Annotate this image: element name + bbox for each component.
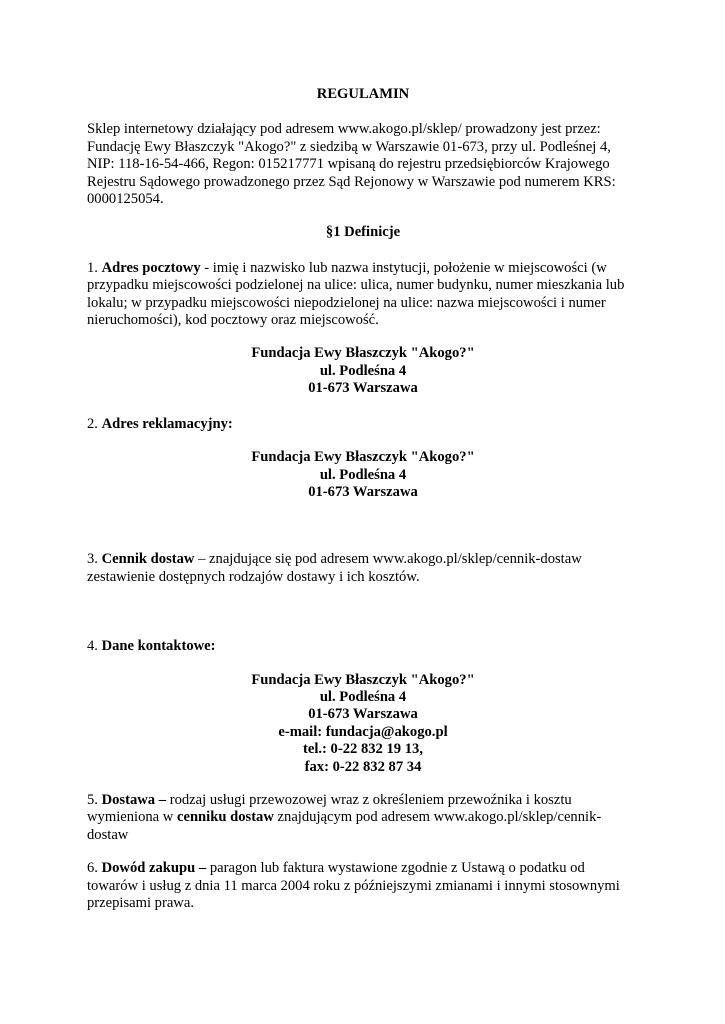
definition-number: 4.: [87, 638, 102, 655]
contact-city: 01-673 Warszawa: [308, 706, 418, 723]
definition-term: Dowód zakupu –: [101, 860, 207, 877]
contact-name: Fundacja Ewy Błaszczyk "Akogo?": [251, 671, 475, 688]
definition-number: 6.: [87, 860, 102, 877]
section-heading: §1 Definicje: [325, 224, 401, 241]
definition-text: – znajdujące się pod adresem www.akogo.pl/sklep/cennik-dostaw zestawienie dostępnych rodzajów dostawy i ich kosztów.: [87, 551, 582, 585]
definition-term-secondary: cenniku dostaw: [176, 809, 274, 826]
contact-fax: fax: 0-22 832 87 34: [304, 758, 422, 775]
definition-term: Adres pocztowy: [101, 259, 201, 276]
document-body: [87, 86, 639, 912]
definition-6: [87, 860, 639, 912]
address-block-complaints: [87, 449, 639, 501]
definition-text: rodzaj usługi przewozowej wraz z określeniem przewoźnika i kosztu wymieniona w: [87, 791, 572, 826]
address-street: ul. Podleśna 4: [319, 466, 407, 483]
address-block-postal: [87, 345, 639, 397]
address-name: Fundacja Ewy Błaszczyk "Akogo?": [251, 449, 475, 466]
definition-text: paragon lub faktura wystawione zgodnie z Ustawą o podatku od towarów i usług z dnia 11 marca 2004 roku z późniejszymi zmianami i innymi stosownymi przepisami prawa.: [87, 860, 620, 911]
definition-term: Cennik dostaw: [101, 551, 195, 568]
contact-phone: tel.: 0-22 832 19 13,: [303, 741, 423, 758]
address-street: ul. Podleśna 4: [319, 362, 407, 379]
definition-text: - imię i nazwisko lub nazwa instytucji, położenie w miejscowości (w przypadku miejscowości podzielonej na ulice: ulica, numer budynku, numer mieszkania lub lokalu; w przypadku miejscowości niepodzielonej na ulice: nazwa miejscowości i numer nieruchomości), kod pocztowy oraz miejscowość.: [87, 259, 625, 329]
definition-term: Adres reklamacyjny:: [101, 415, 233, 432]
definition-1: [87, 260, 639, 330]
definition-number: 1.: [87, 259, 102, 276]
definition-number: 2.: [87, 415, 102, 432]
definition-2: [87, 416, 639, 433]
address-name: Fundacja Ewy Błaszczyk "Akogo?": [251, 345, 475, 362]
document-title: REGULAMIN: [316, 86, 410, 102]
definition-number: 5.: [87, 791, 102, 808]
address-city: 01-673 Warszawa: [308, 380, 418, 397]
definition-term: Dostawa –: [101, 791, 167, 808]
contact-block: [87, 672, 639, 776]
definition-3: [87, 551, 639, 586]
definition-text: znajdującym pod adresem www.akogo.pl/sklep/cennik-dostaw: [87, 809, 602, 843]
contact-street: ul. Podleśna 4: [319, 688, 407, 705]
contact-email: e-mail: fundacja@akogo.pl: [278, 723, 448, 740]
address-city: 01-673 Warszawa: [308, 483, 418, 500]
definition-number: 3.: [87, 551, 102, 568]
definition-term: Dane kontaktowe:: [101, 638, 216, 655]
intro-paragraph: Sklep internetowy działający pod adresem www.akogo.pl/sklep/ prowadzony jest przez: Fundację Ewy Błaszczyk "Akogo?" z siedzibą w Warszawie 01-673, przy ul. Podleśnej 4, NIP: 118-16-54-466, Regon: 015217771 wpisaną do rejestru przedsiębiorców Krajowego Rejestru Sądowego prowadzonego przez Sąd Rejonowy w Warszawie pod numerem KRS: 0000125054.: [87, 121, 616, 208]
definition-5: [87, 792, 639, 844]
definition-4: [87, 638, 639, 655]
